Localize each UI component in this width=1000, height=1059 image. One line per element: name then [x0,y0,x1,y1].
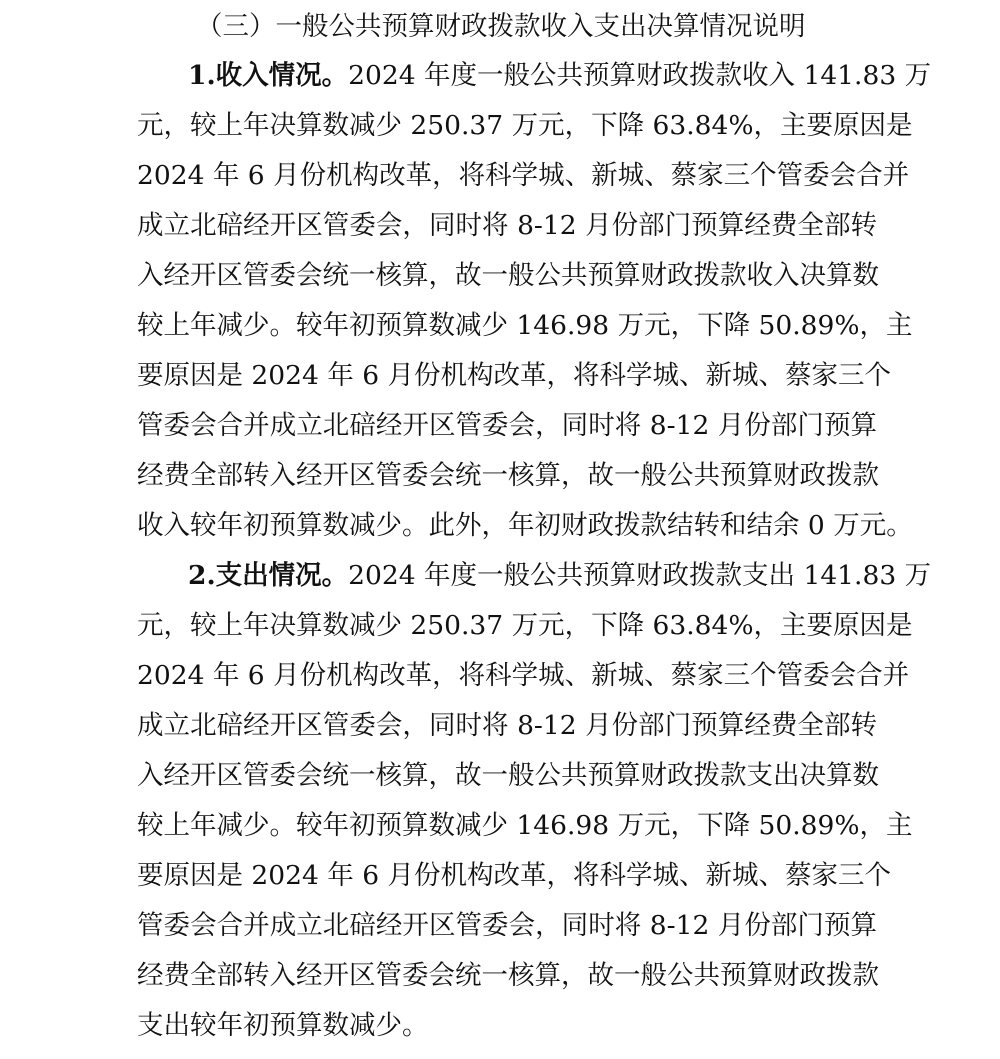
income-lead: 1.收入情况。 [188,60,349,91]
income-line-1 [188,55,932,97]
section-heading: （三）一般公共预算财政拨款收入支出决算情况说明 [196,11,806,42]
expenditure-line-2: 元，较上年决算数减少 250.37 万元，下降 63.84%，主要原因是 [137,610,913,641]
income-line-10: 收入较年初预算数减少。此外，年初财政拨款结转和结余 0 万元。 [137,510,913,541]
expenditure-line-1 [188,555,932,597]
expenditure-line-8: 管委会合并成立北碚经开区管委会，同时将 8-12 月份部门预算 [137,910,877,941]
expenditure-lead: 2.支出情况。 [188,560,349,591]
expenditure-line-7: 要原因是 2024 年 6 月份机构改革，将科学城、新城、蔡家三个 [137,860,891,891]
income-line-3: 2024 年 6 月份机构改革，将科学城、新城、蔡家三个管委会合并 [137,160,910,191]
income-line-1-text: 2024 年度一般公共预算财政拨款收入 141.83 万 [348,60,932,91]
expenditure-line-6: 较上年减少。较年初预算数减少 146.98 万元，下降 50.89%，主 [137,810,913,841]
expenditure-line-5: 入经开区管委会统一核算，故一般公共预算财政拨款支出决算数 [137,760,879,791]
income-line-6: 较上年减少。较年初预算数减少 146.98 万元，下降 50.89%，主 [137,310,913,341]
income-line-4: 成立北碚经开区管委会，同时将 8-12 月份部门预算经费全部转 [137,210,877,241]
income-line-5: 入经开区管委会统一核算，故一般公共预算财政拨款收入决算数 [137,260,879,291]
expenditure-line-4: 成立北碚经开区管委会，同时将 8-12 月份部门预算经费全部转 [137,710,877,741]
income-line-7: 要原因是 2024 年 6 月份机构改革，将科学城、新城、蔡家三个 [137,360,891,391]
expenditure-line-9: 经费全部转入经开区管委会统一核算，故一般公共预算财政拨款 [137,960,879,991]
expenditure-line-1-text: 2024 年度一般公共预算财政拨款支出 141.83 万 [348,560,932,591]
expenditure-line-3: 2024 年 6 月份机构改革，将科学城、新城、蔡家三个管委会合并 [137,660,910,691]
expenditure-line-10: 支出较年初预算数减少。 [137,1010,429,1041]
income-line-8: 管委会合并成立北碚经开区管委会，同时将 8-12 月份部门预算 [137,410,877,441]
income-line-2: 元，较上年决算数减少 250.37 万元，下降 63.84%，主要原因是 [137,110,913,141]
income-line-9: 经费全部转入经开区管委会统一核算，故一般公共预算财政拨款 [137,460,879,491]
